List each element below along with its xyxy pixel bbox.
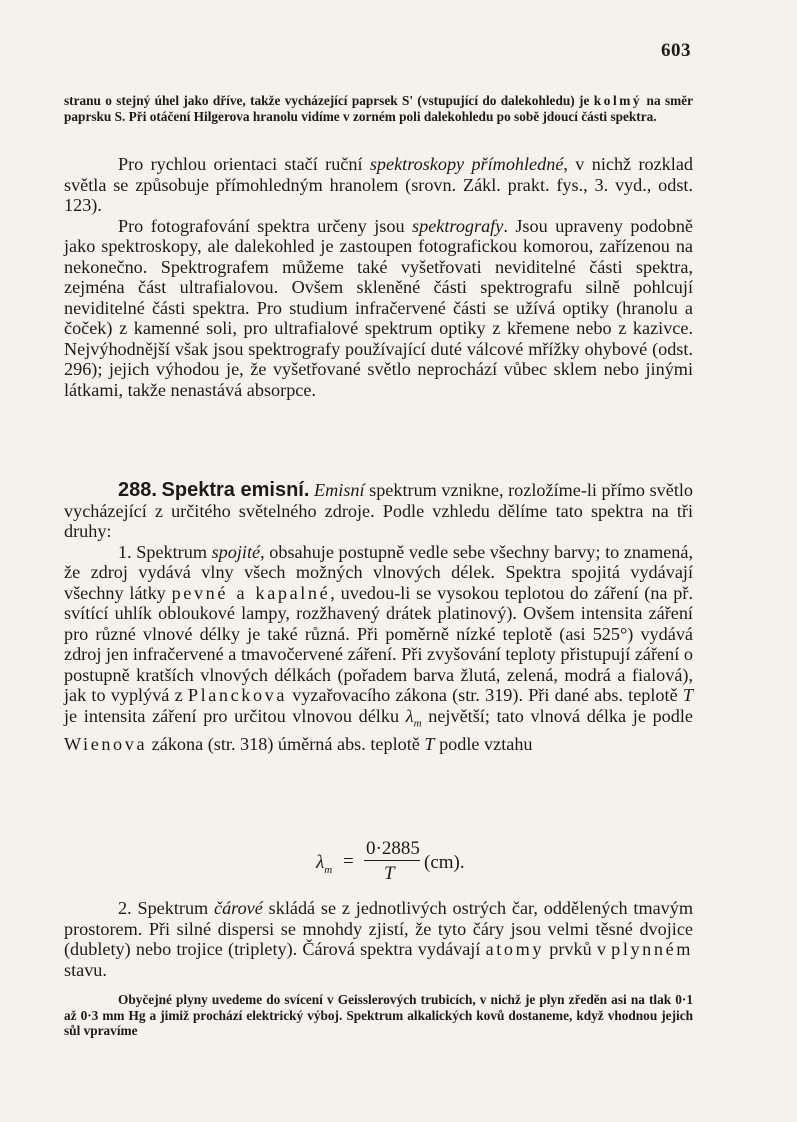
term-continuous: spojité — [211, 541, 261, 562]
formula-equals: = — [343, 851, 354, 872]
formula-denominator: T — [384, 863, 395, 884]
top-paragraph-spaced: kolmý — [593, 93, 643, 108]
para-spectrographs: Pro fotografování spektra určeny jsou spektrografy. Jsou upraveny podobně jako spektroskopy, ale dalekohled je zastoupen fotografickou komorou, zařízenou na nekonečno. Spektrografem můžeme také vyšetřovati neviditelné části spektra, zejména část ultrafialovou. Ovšem skleněné části spektrografu silně pohlcují neviditelné části spektra. Pro studium infračervené části se užívá optiky (hranolu a čoček) z kamenné soli, pro ultrafialové spektrum optiky z křemene nebo z kazivce. Nejvýhodnější však jsou spektrografy používající duté válcové mřížky ohybové (odst. 296); jejich výhodou je, že vyšetřované světlo neprochází vůbec sklem nebo jinými látkami, takže nenastává absorpce. — [64, 215, 693, 400]
item-2-line-spectrum: 2. Spektrum čárové skládá se z jednotlivých ostrých čar, oddělených tmavým prostorem. Při silné dispersi se mnohdy zjistí, že tyto čáry jsou velmi těsné dvojice (dublety) nebo trojice (triplety). Čárová spektra vydávají atomy prvků v plynném stavu. — [64, 898, 693, 980]
small-print-note: Obyčejné plyny uvedeme do svícení v Geisslerových trubicích, v nichž je plyn zředěn asi na tlak 0·1 až 0·3 mm Hg a jimiž prochází elektrický výboj. Spektrum alkalických kovů dostaneme, když vhodnou jejich sůl vpravíme — [64, 992, 693, 1038]
formula-fraction-bar — [364, 860, 420, 861]
top-paragraph — [64, 93, 693, 124]
formula-numerator: 0·2885 — [366, 838, 420, 859]
section-288 — [64, 480, 693, 754]
main-body — [64, 154, 693, 400]
section-title: Spektra emisní. — [161, 479, 310, 501]
term-spectroscopes: spektroskopy přímohledné — [369, 154, 564, 174]
wien-formula — [316, 838, 466, 888]
top-paragraph-text: stranu o stejný úhel jako dříve, takže vycházející paprsek S' (vstupující do dalekohledu) je — [64, 93, 594, 108]
formula-unit: (cm). — [424, 852, 465, 873]
section-number: 288. — [118, 479, 157, 501]
page-number: 603 — [661, 40, 691, 61]
section-heading-paragraph: 288. Spektra emisní. Emisní spektrum vznikne, rozložíme-li přímo světlo vycházející z určitého světelného zdroje. Podle vzhledu dělíme tato spektra na tři druhy: — [64, 479, 694, 541]
item-1-continuous: 1. Spektrum spojité, obsahuje postupně vedle sebe všechny barvy; to znamená, že zdroj vydává vlny všech možných vlnových délek. Spektra spojitá vydávají všechny látky pevné a kapalné, uvedou-li se vysokou teplotou do záření (na př. svítící uhlík obloukové lampy, rozžhavený drátek platinový). Ovšem intensita záření pro různé vlnové délky je také různá. Při poměrně nízké teplotě (asi 525°) vydává zdroj jen infračervené a tmavočervené záření. Při zvyšování teploty přistupují záření o postupně kratších vlnových délkách (pořadem barva žlutá, zelená, modrá a fialová), jak to vyplývá z Planckova vyzařovacího zákona (str. 319). Při dané abs. teplotě T je intensita záření pro určitou vlnovou délku $\lambda_m$ největší; tato vlnová délka je podle Wienova zákona (str. 318) úměrná abs. teplotě T podle vztahu — [64, 541, 693, 754]
top-paragraph-text2: na směr paprsku S. Při otáčení Hilgerova hranolu vidíme v zorném poli dalekohledu po sobě jdoucí části spektra. — [64, 93, 693, 124]
para-spectroscopes: Pro rychlou orientaci stačí ruční spektroskopy přímohledné, v nichž rozklad světla se způsobuje přímohledným hranolem (srovn. Zákl. prakt. fys., 3. vyd., odst. 123). — [64, 154, 693, 215]
term-line: čárové — [214, 898, 263, 918]
formula-lhs: $\lambda_m$ — [316, 852, 333, 876]
term-spectrographs: spektrografy — [412, 215, 504, 236]
